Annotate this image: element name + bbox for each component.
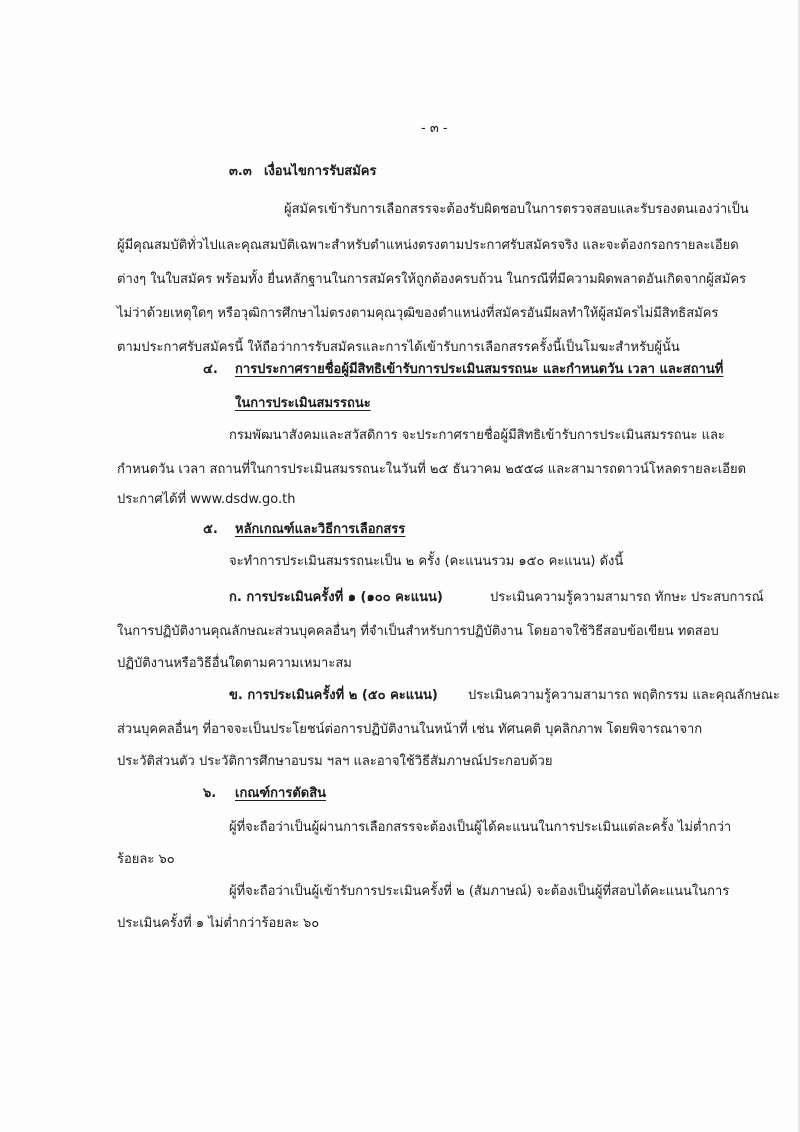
section-3-3-line-3: ต่างๆ ในใบสมัคร พร้อมทั้ง ยื่นหลักฐานในการสมัครให้ถูกต้องครบถ้วน ในกรณีที่มีความผิดพลาดอันเกิดจากผู้สมัคร (117, 272, 747, 287)
section-4-title-line-1: การประกาศรายชื่อผู้มีสิทธิเข้ารับการประเมินสมรรถนะ และกำหนดวัน เวลา และสถานที่ (235, 362, 724, 377)
section-3-3-line-5: ตามประกาศรับสมัครนี้ ให้ถือว่าการรับสมัครและการได้เข้ารับการเลือกสรรครั้งนี้เป็นโมฆะสำหรับผู้นั้น (117, 340, 680, 355)
section-3-3-line-4: ไม่ว่าด้วยเหตุใดๆ หรือวุฒิการศึกษาไม่ตรงตามคุณวุฒิของตำแหน่งที่สมัครอันมีผลทำให้ผู้สมัครไม่มีสิทธิสมัคร (117, 306, 719, 321)
assessment-1-text: ประเมินความรู้ความสามารถ ทักษะ ประสบการณ์ (490, 590, 764, 605)
section-4-title-line-2: ในการประเมินสมรรถนะ (235, 396, 371, 411)
section-3-3-number: ๓.๓ (229, 164, 252, 179)
criteria-2-line-2: ประเมินครั้งที่ ๑ ไม่ต่ำกว่าร้อยละ ๖๐ (117, 916, 320, 931)
assessment-1-label: ก. การประเมินครั้งที่ ๑ (๑๐๐ คะแนน) (229, 590, 443, 605)
section-5-number: ๕. (203, 522, 218, 537)
page-number: - ๓ - (421, 121, 448, 136)
section-3-3-title: เงื่อนไขการรับสมัคร (264, 164, 377, 179)
assessment-2-label: ข. การประเมินครั้งที่ ๒ (๕๐ คะแนน) (229, 688, 438, 703)
assessment-2-text: ประเมินความรู้ความสามารถ พฤติกรรม และคุณลักษณะ (468, 688, 780, 703)
section-5-intro: จะทำการประเมินสมรรถนะเป็น ๒ ครั้ง (คะแนนรวม ๑๕๐ คะแนน) ดังนี้ (229, 554, 624, 569)
section-4-number: ๔. (203, 362, 218, 377)
section-4-line-3: ประกาศได้ที่ www.dsdw.go.th (117, 492, 296, 507)
section-4-line-2: กำหนดวัน เวลา สถานที่ในการประเมินสมรรถนะในวันที่ ๒๕ ธันวาคม ๒๕๕๘ และสามารถดาวน์โหลดรายละเอียด (117, 462, 747, 477)
assessment-1-line-2: ในการปฏิบัติงานคุณลักษณะส่วนบุคคลอื่นๆ ที่จำเป็นสำหรับการปฏิบัติงาน โดยอาจใช้วิธีสอบข้อเขียน ทดสอบ (117, 624, 719, 639)
section-3-3-line-2: ผู้มีคุณสมบัติทั่วไปและคุณสมบัติเฉพาะสำหรับตำแหน่งตรงตามประกาศรับสมัครจริง และจะต้องกรอกรายละเอียด (117, 238, 739, 253)
section-5-title: หลักเกณฑ์และวิธีการเลือกสรร (235, 522, 406, 537)
section-4-line-1: กรมพัฒนาสังคมและสวัสดิการ จะประกาศรายชื่อผู้มีสิทธิเข้ารับการประเมินสมรรถนะ และ (229, 428, 725, 443)
section-6-title: เกณฑ์การตัดสิน (235, 786, 327, 801)
assessment-1-line-3: ปฏิบัติงานหรือวิธีอื่นใดตามความเหมาะสม (117, 656, 352, 671)
section-3-3-line-1: ผู้สมัครเข้ารับการเลือกสรรจะต้องรับผิดชอบในการตรวจสอบและรับรองตนเองว่าเป็น (284, 202, 749, 217)
criteria-2-line-1: ผู้ที่จะถือว่าเป็นผู้เข้ารับการประเมินครั้งที่ ๒ (สัมภาษณ์) จะต้องเป็นผู้ที่สอบได้คะแนนในการ (229, 884, 730, 899)
section-6-number: ๖. (203, 786, 217, 801)
assessment-2-line-3: ประวัติส่วนตัว ประวัติการศึกษาอบรม ฯลฯ และอาจใช้วิธีสัมภาษณ์ประกอบด้วย (117, 754, 553, 769)
assessment-2-line-2: ส่วนบุคคลอื่นๆ ที่อาจจะเป็นประโยชน์ต่อการปฏิบัติงานในหน้าที่ เช่น ทัศนคติ บุคลิกภาพ โดยพิจารณาจาก (117, 722, 703, 737)
criteria-1-line-2: ร้อยละ ๖๐ (117, 852, 175, 867)
criteria-1-line-1: ผู้ที่จะถือว่าเป็นผู้ผ่านการเลือกสรรจะต้องเป็นผู้ได้คะแนนในการประเมินแต่ละครั้ง ไม่ต่ำกว่า (229, 820, 732, 835)
